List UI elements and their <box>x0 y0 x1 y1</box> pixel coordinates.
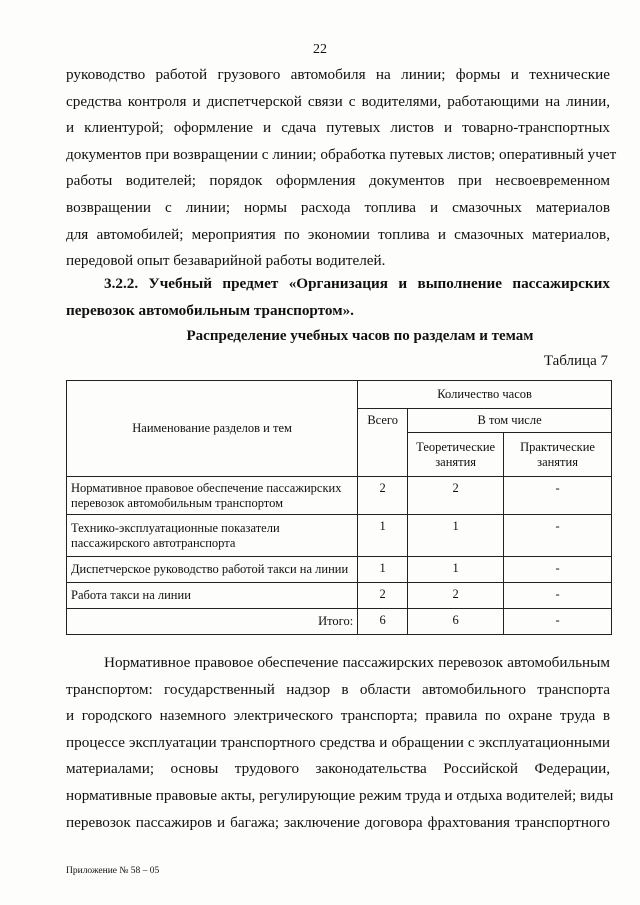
paragraph-1 <box>66 62 617 275</box>
row-theory: 2 <box>408 477 504 515</box>
page-number: 22 <box>313 42 327 57</box>
heading-line: перевозок автомобильным транспортом». <box>66 302 354 319</box>
text-line: средства контроля и диспетчерской связи с водителями, работающими на линии, <box>66 92 610 110</box>
row-name: Работа такси на линии <box>67 583 358 609</box>
header-hours: Количество часов <box>358 381 612 409</box>
text-line: материалами; основы трудового законодательства Российской Федерации, <box>66 760 610 778</box>
table-row <box>67 515 612 557</box>
row-practice: - <box>504 583 612 609</box>
row-theory: 1 <box>408 515 504 557</box>
total-total: 6 <box>358 609 408 635</box>
heading-line: 3.2.2. Учебный предмет «Организация и выполнение пассажирских <box>104 275 610 292</box>
total-theory: 6 <box>408 609 504 635</box>
header-theory: Теоретические занятия <box>408 433 504 477</box>
text-line: и клиентурой; оформление и сдача путевых листов и товарно-транспортных <box>66 119 610 137</box>
hours-table <box>66 380 612 635</box>
text-line: возвращении с линии; нормы расхода топлива и смазочных материалов <box>66 198 610 216</box>
row-practice: - <box>504 477 612 515</box>
total-row <box>67 609 612 635</box>
row-total: 2 <box>358 477 408 515</box>
text-line: руководство работой грузового автомобиля на линии; формы и технические <box>66 66 610 83</box>
row-name: Нормативное правовое обеспечение пассажирских перевозок автомобильным транспортом <box>67 477 358 515</box>
header-name: Наименование разделов и тем <box>67 381 358 477</box>
text-line: транспортом: государственный надзор в области автомобильного транспорта <box>66 680 610 698</box>
paragraph-2 <box>66 650 614 836</box>
text-line: перевозок пассажиров и багажа; заключение договора фрахтования транспортного <box>66 813 610 831</box>
table-title: Распределение учебных часов по разделам и темам <box>186 328 534 344</box>
row-total: 1 <box>358 557 408 583</box>
text-line: для автомобилей; мероприятия по экономии топлива и смазочных материалов, <box>66 225 610 243</box>
text-line: и городского наземного электрического транспорта; правила по охране труда в <box>66 707 610 725</box>
table-row <box>67 557 612 583</box>
row-practice: - <box>504 557 612 583</box>
text-line: документов при возвращении с линии; обработка путевых листов; оперативный учет <box>66 145 617 163</box>
header-total: Всего <box>358 409 408 477</box>
row-name: Технико-эксплуатационные показатели пассажирского автотранспорта <box>67 515 358 557</box>
row-total: 2 <box>358 583 408 609</box>
text-line: нормативные правовые акты, регулирующие режим труда и отдыха водителей; виды <box>66 786 614 804</box>
row-theory: 1 <box>408 557 504 583</box>
table-row <box>67 583 612 609</box>
text-line: передовой опыт безаварийной работы водителей. <box>66 252 386 270</box>
text-line: Нормативное правовое обеспечение пассажирских перевозок автомобильным <box>104 654 610 671</box>
row-name: Диспетчерское руководство работой такси на линии <box>67 557 358 583</box>
table-row <box>67 477 612 515</box>
row-total: 1 <box>358 515 408 557</box>
header-practice: Практические занятия <box>504 433 612 477</box>
text-line: работы водителей; порядок оформления документов при несвоевременном <box>66 172 610 190</box>
header-including: В том числе <box>408 409 612 433</box>
total-label: Итого: <box>67 609 358 635</box>
total-practice: - <box>504 609 612 635</box>
table-label: Таблица 7 <box>543 353 608 369</box>
row-theory: 2 <box>408 583 504 609</box>
text-line: процессе эксплуатации транспортного средства и обращении с эксплуатационными <box>66 733 610 751</box>
row-practice: - <box>504 515 612 557</box>
footer: Приложение № 58 – 05 <box>66 866 160 876</box>
section-heading <box>66 270 610 324</box>
